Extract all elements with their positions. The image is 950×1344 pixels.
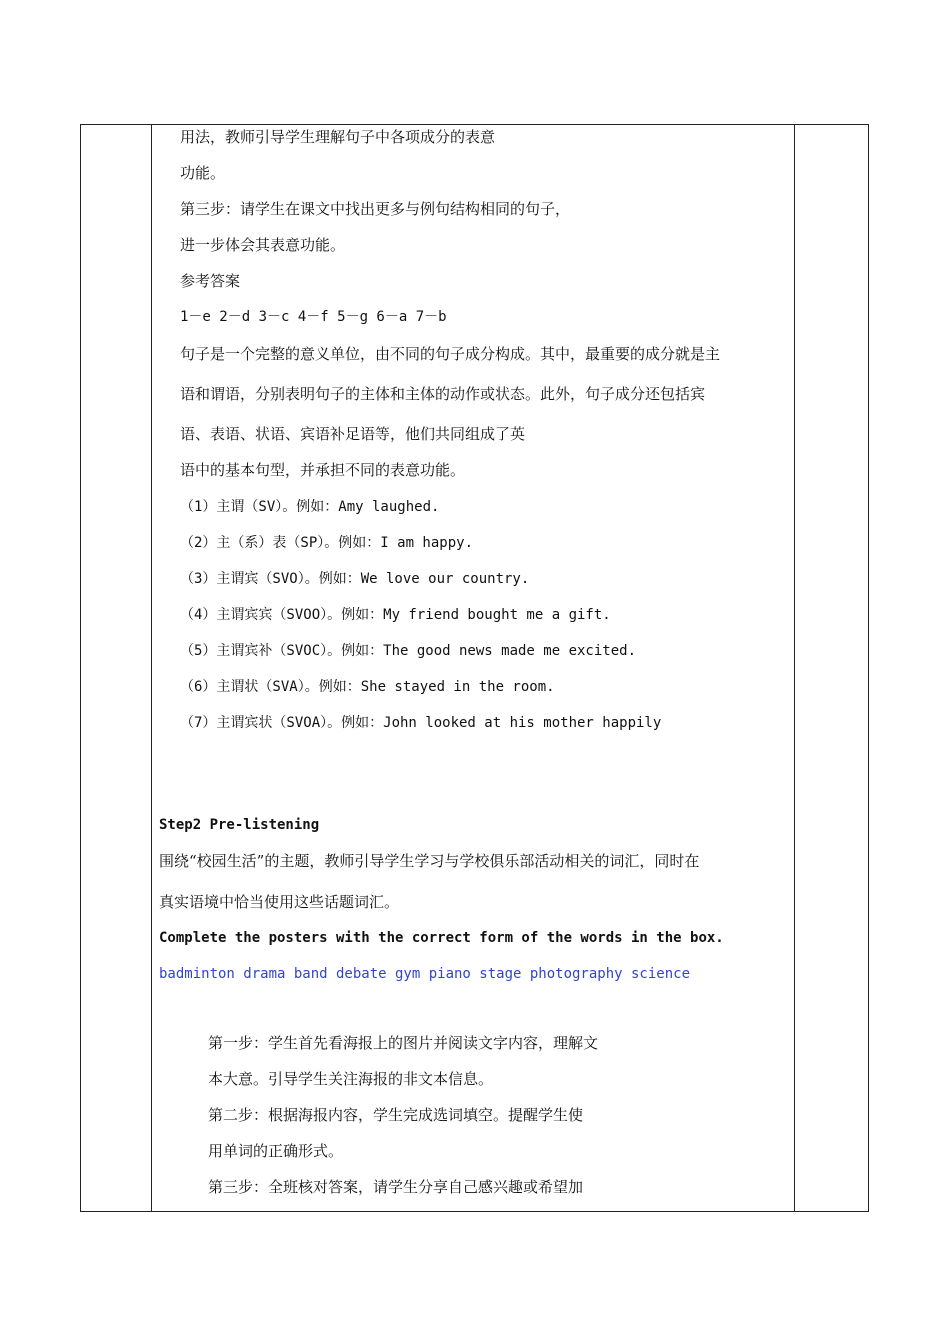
answer-heading: 参考答案 [180, 272, 241, 290]
sentence-pattern: （3）主谓宾（SVO）。例如：We love our country. [180, 571, 530, 587]
text-line: 用法，教师引导学生理解句子中各项成分的表意 [180, 128, 496, 146]
instruction: Complete the posters with the correct form of the words in the box. [159, 930, 724, 946]
word-box: badminton drama band debate gym piano stage photography science [159, 966, 691, 982]
paragraph-line: 语中的基本句型，并承担不同的表意功能。 [180, 461, 466, 479]
text-line: 功能。 [180, 164, 226, 182]
procedure-line: 本大意。引导学生关注海报的非文本信息。 [208, 1070, 494, 1088]
procedure-line: 第三步：全班核对答案，请学生分享自己感兴趣或希望加 [208, 1178, 584, 1196]
text-line: 第三步：请学生在课文中找出更多与例句结构相同的句子， [180, 200, 571, 218]
procedure-line: 第二步：根据海报内容，学生完成选词填空。提醒学生使 [208, 1106, 584, 1124]
procedure-line: 用单词的正确形式。 [208, 1142, 344, 1160]
sentence-pattern: （1）主谓（SV）。例如：Amy laughed. [180, 499, 440, 515]
paragraph-line: 句子是一个完整的意义单位，由不同的句子成分构成。其中，最重要的成分就是主 [180, 345, 721, 363]
sentence-pattern: （2）主（系）表（SP）。例如：I am happy. [180, 535, 474, 551]
step2-heading: Step2 Pre-listening [159, 817, 320, 833]
sentence-pattern: （5）主谓宾补（SVOC）。例如：The good news made me excited. [180, 643, 637, 659]
sentence-pattern: （7）主谓宾状（SVOA）。例如：John looked at his mother happily [180, 715, 662, 731]
paragraph-line: 语和谓语，分别表明句子的主体和主体的动作或状态。此外，句子成分还包括宾 [180, 385, 706, 403]
column-divider-right [794, 125, 795, 1211]
answer-key: 1－e 2－d 3－c 4－f 5－g 6－a 7－b [180, 309, 447, 325]
step2-description: 真实语境中恰当使用这些话题词汇。 [159, 893, 400, 911]
sentence-pattern: （6）主谓状（SVA）。例如：She stayed in the room. [180, 679, 555, 695]
column-divider-left [151, 125, 152, 1211]
step2-description: 围绕“校园生活”的主题，教师引导学生学习与学校俱乐部活动相关的词汇，同时在 [159, 852, 700, 870]
sentence-pattern: （4）主谓宾宾（SVOO）。例如：My friend bought me a gift. [180, 607, 611, 623]
paragraph-line: 语、表语、状语、宾语补足语等，他们共同组成了英 [180, 425, 526, 443]
text-line: 进一步体会其表意功能。 [180, 236, 346, 254]
procedure-line: 第一步：学生首先看海报上的图片并阅读文字内容，理解文 [208, 1034, 599, 1052]
